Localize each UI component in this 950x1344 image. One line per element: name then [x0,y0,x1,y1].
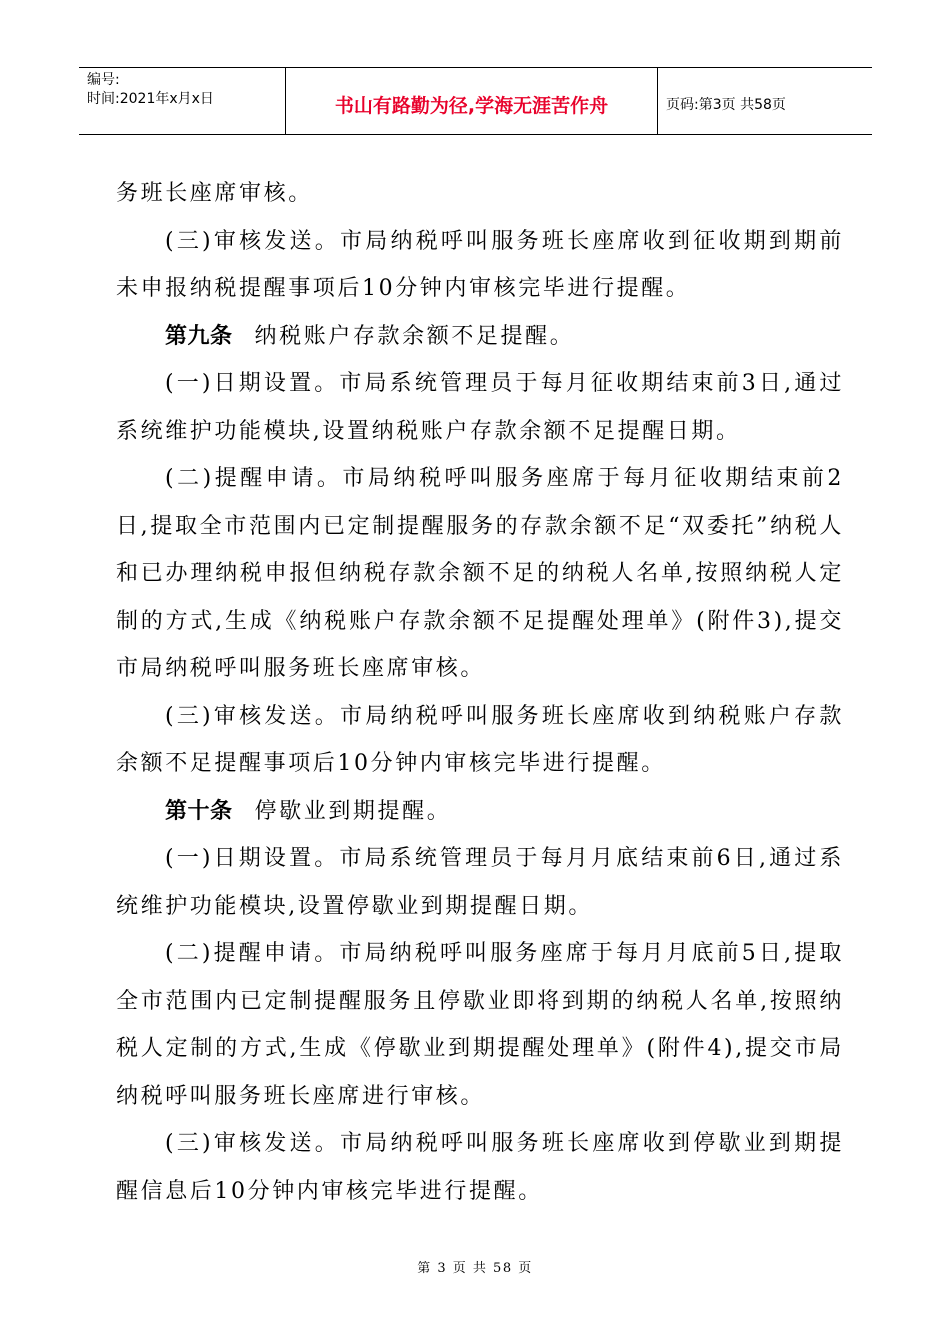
document-time-label: 时间:2021年x月x日 [87,91,214,107]
paragraph: (三)审核发送。市局纳税呼叫服务班长座席收到停歇业到期提醒信息后10分钟内审核完毕进行提醒。 [116,1131,844,1204]
paragraph: (二)提醒申请。市局纳税呼叫服务座席于每月征收期结束前2日,提取全市范围内已定制提醒服务的存款余额不足“双委托”纳税人和已办理纳税申报但纳税存款余额不足的纳税人名单,按照纳税人定制的方式,生成《纳税账户存款余额不足提醒处理单》(附件3),提交市局纳税呼叫服务班长座席审核。 [116,466,844,681]
document-body [116,170,844,1215]
paragraph: (二)提醒申请。市局纳税呼叫服务座席于每月月底前5日,提取全市范围内已定制提醒服务且停歇业即将到期的纳税人名单,按照纳税人定制的方式,生成《停歇业到期提醒处理单》(附件4),提交市局纳税呼叫服务班长座席进行审核。 [116,941,844,1109]
header-meta [79,68,285,134]
paragraph: 务班长座席审核。 [116,181,313,206]
article-ten-title: 第十条 [165,798,233,824]
document-number-label: 编号: [87,72,120,88]
header-motto: 书山有路勤为径,学海无涯苦作舟 [285,68,658,134]
article-nine [116,313,844,361]
paragraph: (一)日期设置。市局系统管理员于每月征收期结束前3日,通过系统维护功能模块,设置纳税账户存款余额不足提醒日期。 [116,371,844,444]
article-nine-title: 第九条 [165,323,233,349]
page-footer: 第 3 页 共 58 页 [417,1261,533,1276]
header-page-info: 页码:第3页 共58页 [666,97,786,113]
article-ten [116,788,844,836]
paragraph: (三)审核发送。市局纳税呼叫服务班长座席收到征收期到期前未申报纳税提醒事项后10分钟内审核完毕进行提醒。 [116,228,844,301]
page-header [79,67,872,135]
paragraph: (一)日期设置。市局系统管理员于每月月底结束前6日,通过系统维护功能模块,设置停歇业到期提醒日期。 [116,846,844,919]
paragraph: (三)审核发送。市局纳税呼叫服务班长座席收到纳税账户存款余额不足提醒事项后10分钟内审核完毕进行提醒。 [116,703,844,776]
article-ten-text: 停歇业到期提醒。 [254,798,452,824]
article-nine-text: 纳税账户存款余额不足提醒。 [254,323,575,349]
